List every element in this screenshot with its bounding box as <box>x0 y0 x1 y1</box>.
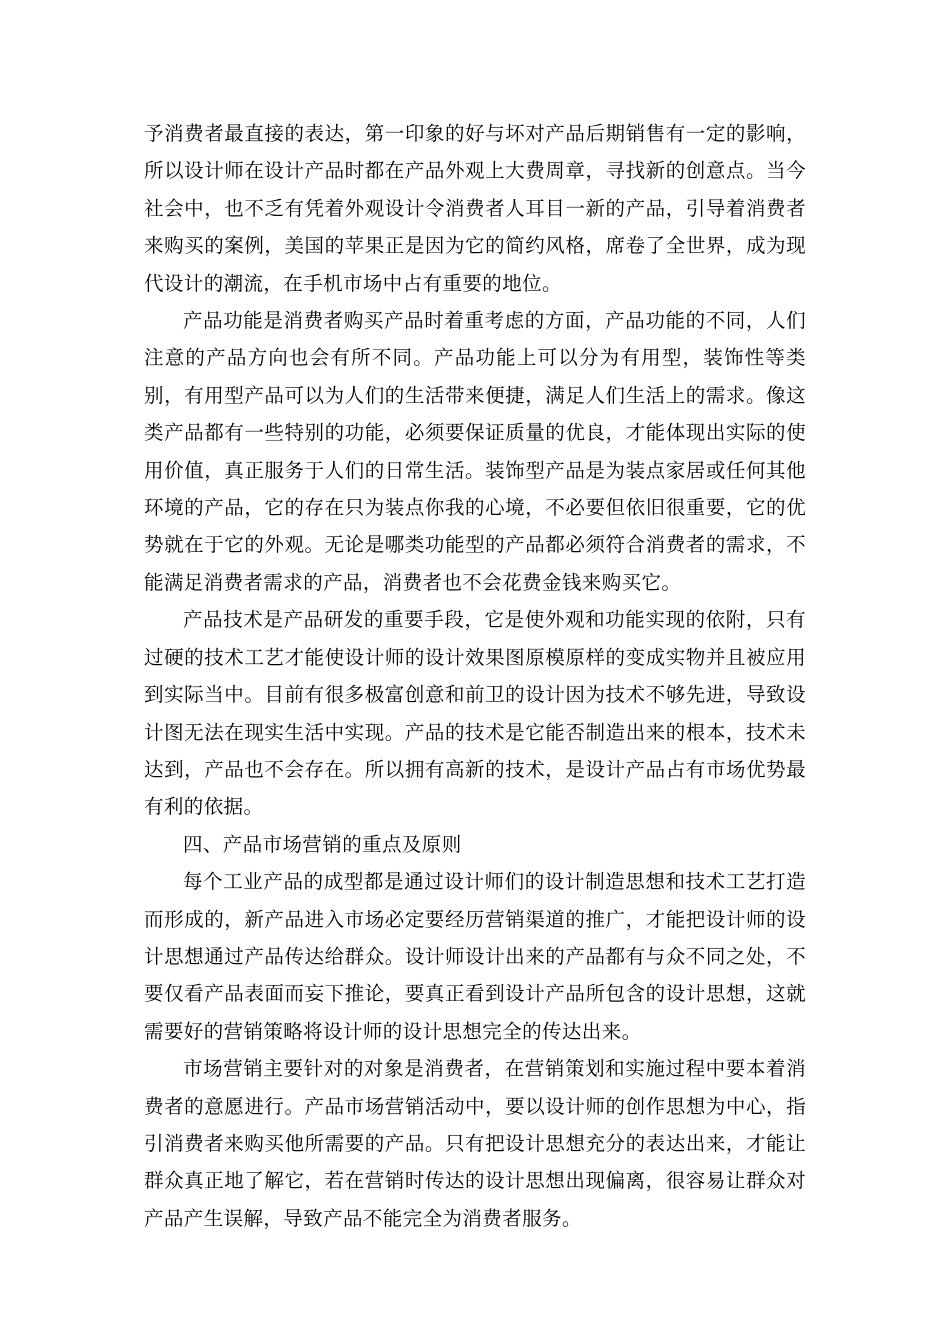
paragraph-product-function: 产品功能是消费者购买产品时着重考虑的方面，产品功能的不同，人们注意的产品方向也会有所不同。产品功能上可以分为有用型，装饰性等类别，有用型产品可以为人们的生活带来便捷，满足人们生活上的需求。像这类产品都有一些特别的功能，必须要保证质量的优良，才能体现出实际的使用价值，真正服务于人们的日常生活。装饰型产品是为装点家居或任何其他环境的产品，它的存在只为装点你我的心境，不必要但依旧很重要，它的优势就在于它的外观。无论是哪类功能型的产品都必须符合消费者的需求，不能满足消费者需求的产品，消费者也不会花费金钱来购买它。 <box>144 309 806 594</box>
paragraph-product-technology: 产品技术是产品研发的重要手段，它是使外观和功能实现的依附，只有过硬的技术工艺才能使设计师的设计效果图原模原样的变成实物并且被应用到实际当中。目前有很多极富创意和前卫的设计因为技术不够先进，导致设计图无法在现实生活中实现。产品的技术是它能否制造出来的根本，技术未达到，产品也不会存在。所以拥有高新的技术，是设计产品占有市场优势最有利的依据。 <box>144 608 806 819</box>
paragraph-marketing-target: 市场营销主要针对的对象是消费者，在营销策划和实施过程中要本着消费者的意愿进行。产品市场营销活动中，要以设计师的创作思想为中心，指引消费者来购买他所需要的产品。只有把设计思想充分的表达出来，才能让群众真正地了解它，若在营销时传达的设计思想出现偏离，很容易让群众对产品产生误解，导致产品不能完全为消费者服务。 <box>144 1057 806 1230</box>
paragraph-product-formation: 每个工业产品的成型都是通过设计师们的设计制造思想和技术工艺打造而形成的，新产品进入市场必定要经历营销渠道的推广，才能把设计师的设计思想通过产品传达给群众。设计师设计出来的产品都有与众不同之处，不要仅看产品表面而妄下推论，要真正看到设计产品所包含的设计思想，这就需要好的营销策略将设计师的设计思想完全的传达出来。 <box>144 870 806 1043</box>
document-page <box>144 115 806 1237</box>
paragraph-product-appearance: 予消费者最直接的表达，第一印象的好与坏对产品后期销售有一定的影响，所以设计师在设计产品时都在产品外观上大费周章，寻找新的创意点。当今社会中，也不乏有凭着外观设计令消费者人耳目一新的产品，引导着消费者来购买的案例，美国的苹果正是因为它的简约风格，席卷了全世界，成为现代设计的潮流，在手机市场中占有重要的地位。 <box>144 122 806 295</box>
section-heading: 四、产品市场营销的重点及原则 <box>183 832 462 856</box>
